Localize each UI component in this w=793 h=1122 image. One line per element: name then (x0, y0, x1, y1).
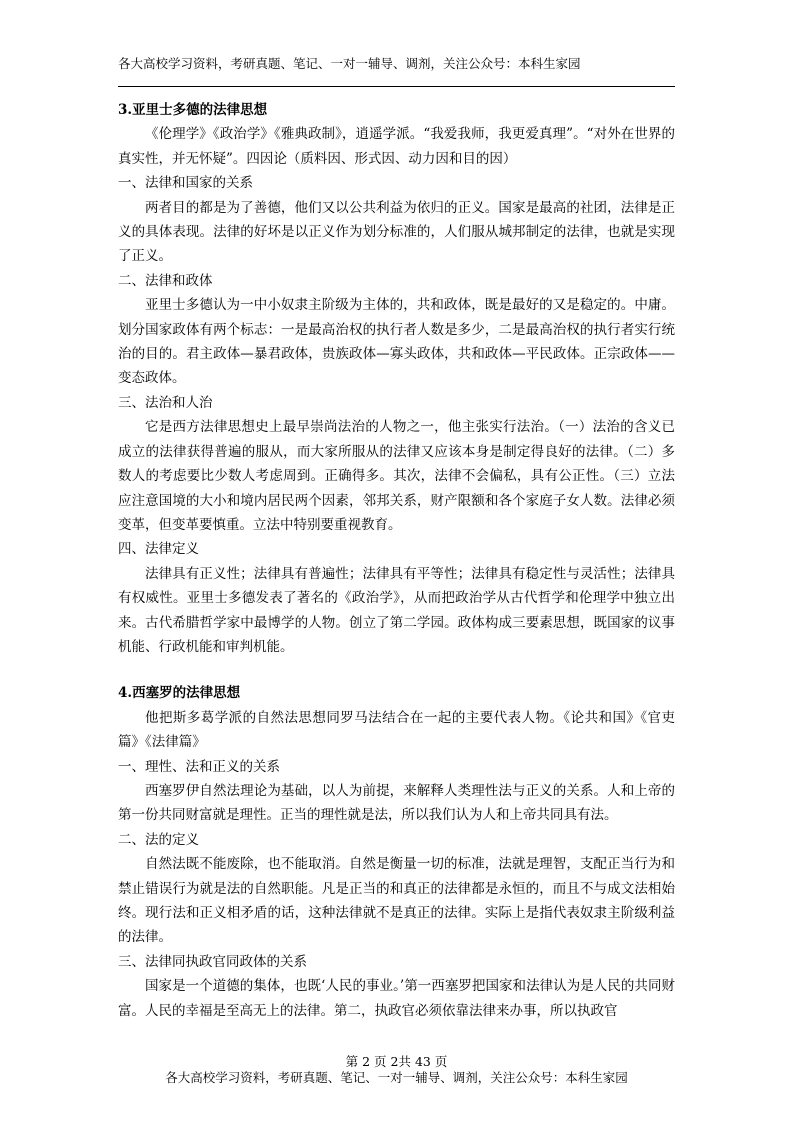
subsection-heading: 二、法的定义 (118, 831, 199, 848)
section-intro: 《伦理学》《政治学》《雅典政制》，逍遥学派。“我爱我师，我更爱真理”。“对外在世界的真实性，并无怀疑”。四因论（质料因、形式因、动力因和目的因） (118, 126, 675, 167)
paragraph: 两者目的都是为了善德，他们又以公共利益为依归的正义。国家是最高的社团，法律是正义的具体表现。法律的好坏是以正义作为划分标准的，人们服从城邦制定的法律，也就是实现了正义。 (118, 199, 675, 265)
section-spacer (118, 659, 675, 681)
paragraph: 西塞罗伊自然法理论为基础，以人为前提，来解释人类理性法与正义的关系。人和上帝的第一份共同财富就是理性。正当的理性就是法，所以我们认为人和上帝共同具有法。 (118, 782, 675, 824)
document-body (118, 98, 689, 1023)
subsection-heading: 四、法律定义 (118, 541, 199, 558)
paragraph: 它是西方法律思想史上最早崇尚法治的人物之一，他主张实行法治。（一）法治的含义已成立的法律获得普遍的服从，而大家所服从的法律又应该本身是制定得良好的法律。（二）多数人的考虑要比少数人考虑周到。正确得多。其次，法律不会偏私，具有公正性。（三）立法 应注意国境的大小和境内居民两个因素，邻邦关系，财产限额和各个家庭子女人数。法律必须变革，但变革要慎重。立法中特别要重视教育。 (118, 419, 689, 533)
page-number: 第 2 页 2共 43 页 (345, 1054, 448, 1069)
page-footer: 各大高校学习资料，考研真题、笔记、一对一辅导、调剂，关注公众号：本科生家园 (165, 1070, 628, 1085)
subsection-heading: 三、法治和人治 (118, 394, 213, 411)
subsection-heading: 二、法律和政体 (118, 272, 213, 289)
subsection-heading: 一、法律和国家的关系 (118, 175, 253, 192)
paragraph: 法律具有正义性；法律具有普遍性；法律具有平等性；法律具有稳定性与灵活性；法律具有权威性。亚里士多德发表了著名的《政治学》，从而把政治学从古代哲学和伦理学中独立出来。古代希腊哲学家中最博学的人物。创立了第二学园。政体构成三要素思想，既国家的议事机能、行政机能和审判机能。 (118, 565, 675, 655)
subsection-heading: 三、法律同执政官同政体的关系 (118, 953, 307, 970)
subsection-heading: 一、理性、法和正义的关系 (118, 758, 280, 775)
section-intro: 他把斯多葛学派的自然法思想同罗马法结合在一起的主要代表人物。《论共和国》《官吏篇》《法律篇》 (118, 709, 675, 751)
paragraph: 亚里士多德认为一中小奴隶主阶级为主体的，共和政体，既是最好的又是稳定的。中庸。划分国家政体有两个标志：一是最高治权的执行者人数是多少，二是最高治权的执行者实行统治的目的。君主政体—暴君政体，贵族政体—寡头政体，共和政体—平民政体。正宗政体——变态政体。 (118, 297, 675, 387)
section-title: 3.亚里士多德的法律思想 (118, 102, 268, 118)
header-divider (118, 86, 675, 87)
paragraph: 国家是一个道德的集体，也既‘人民的事业。’第一西塞罗把国家和法律认为是人民的共同财富。人民的幸福是至高无上的法律。第二，执政官必须依靠法律来办事，所以执政官 (118, 978, 675, 1019)
paragraph: 自然法既不能废除，也不能取消。自然是衡量一切的标准，法就是理智，支配正当行为和禁止错误行为就是法的自然职能。凡是正当的和真正的法律都是永恒的，而且不与成文法相始终。现行法和正义相矛盾的话，这种法律就不是真正的法律。实际上是指代表奴隶主阶级利益的法律。 (118, 856, 675, 946)
section-title: 4.西塞罗的法律思想 (118, 685, 241, 702)
page-header: 各大高校学习资料，考研真题、笔记、一对一辅导、调剂，关注公众号：本科生家园 (118, 56, 581, 71)
